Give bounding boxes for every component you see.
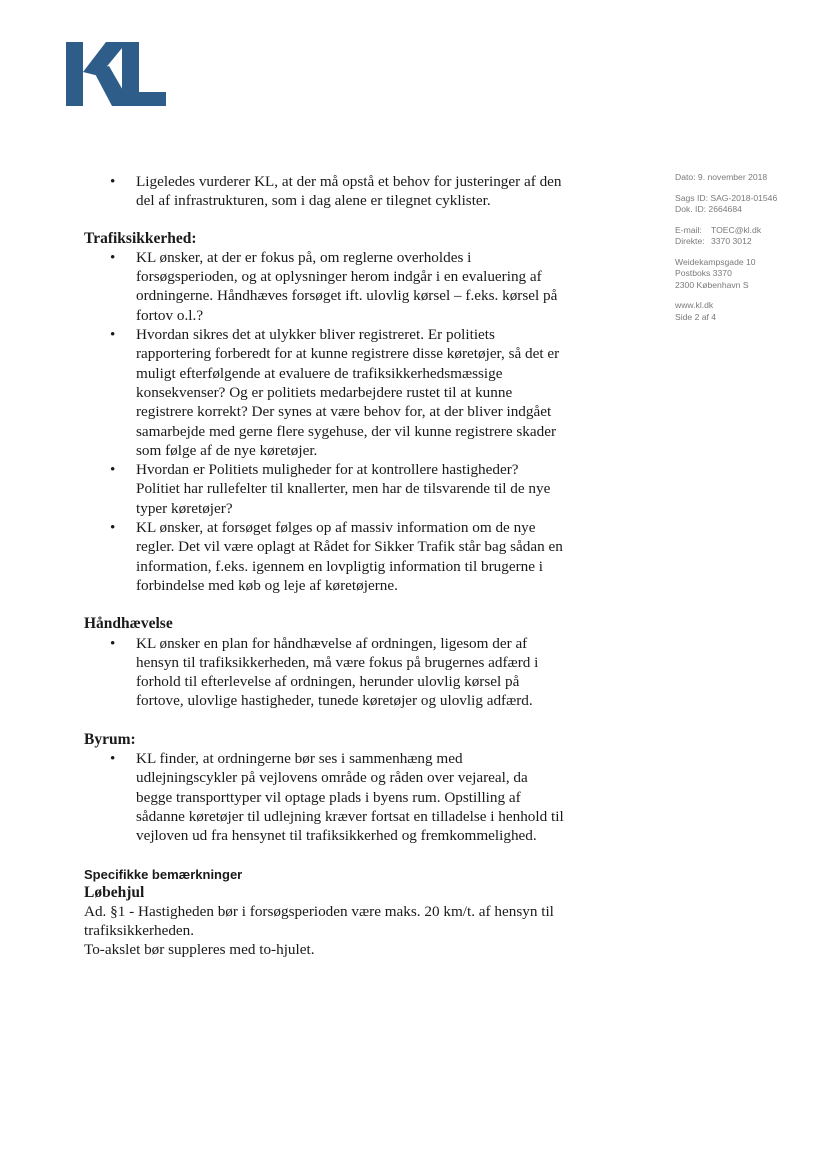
list-item [84,518,564,595]
bullet-icon: • [110,248,116,266]
case-id: Sags ID: SAG-2018-01546 [675,192,778,203]
list-item [84,172,564,211]
section-heading-byrum: Byrum: [84,730,136,748]
list-item-text: Ligeledes vurderer KL, at der må opstå et behov for justeringer af den del af infrastrukturen, som i dag alene er tilegnet cyklister. [136,173,562,210]
list-item-text: Hvordan sikres det at ulykker bliver registreret. Er politiets rapportering forberedt for at kunne registrere disse køretøjer, så det er muligt efterfølgende at evaluere de trafiksikkerhedsmæssige konsekvenser? Og er politiets medarbejdere rustet til at kunne registrere korrekt? Der synes at være behov for, at der bliver indgået samarbejde med gerne flere sygehuse, der vil kunne registrere skader som følge af de nye køretøjer. [136,326,560,459]
email-row [675,225,815,237]
list-item-text: Hvordan er Politiets muligheder for at kontrollere hastigheder? Politiet har rullefelter til knallerter, men har de tilsvarende til de nye typer køretøjer? [136,461,551,517]
paragraph: To-akslet bør suppleres med to-hjulet. [84,941,315,959]
document-id: Dok. ID: 2664684 [675,204,742,214]
list-item [84,325,564,460]
list-item [84,248,564,325]
list-item-text: KL finder, at ordningerne bør ses i sammenhæng med udlejningscykler på vejlovens område og råden over vejareal, da begge transporttyper vil optage plads i byens rum. Opstilling af sådanne køretøjer til udlejning kræver fortsat en tilladelse i henhold til vejloven ud fra hensynet til trafiksikkerhed og fremkommelighed. [136,750,564,845]
address-line-2: Postboks 3370 [675,268,732,278]
list-item-text: KL ønsker en plan for håndhævelse af ordningen, ligesom der af hensyn til trafiksikkerheden, må være fokus på brugernes adfærd i forhold til efterlevelse af ordningen, herunder ulovlig kørsel på fortove, ulovlige hastigheder, tunede køretøjer og ulovlig adfærd. [136,634,539,710]
specific-remarks-heading: Specifikke bemærkninger [84,866,243,882]
list-item [84,634,564,711]
bullet-icon: • [110,326,116,344]
phone-row [675,236,815,248]
date: Dato: 9. november 2018 [675,172,768,182]
address-line-1: Weidekampsgade 10 [675,256,756,267]
section-heading-haandhaevelse: Håndhævelse [84,615,173,633]
byrum-list [84,749,564,845]
subheading-loebehjul: Løbehjul [84,883,145,901]
bullet-icon: • [110,461,116,479]
bullet-icon: • [110,634,116,652]
list-item-text: KL ønsker, at der er fokus på, om reglerne overholdes i forsøgsperioden, og at oplysninger herom indgår i en evaluering af ordningerne. Håndhæves forsøget ift. ulovlig kørsel – f.eks. kørsel på fortov o.l.? [136,248,558,324]
list-item [84,460,564,518]
bullet-icon: • [110,173,116,190]
list-item [84,749,564,845]
website-link[interactable]: www.kl.dk [675,300,714,310]
kl-logo [66,42,166,106]
haandhaevelse-list [84,634,564,711]
bullet-icon: • [110,519,116,537]
bullet-icon: • [110,750,116,768]
list-item-text: KL ønsker, at forsøget følges op af massiv information om de nye regler. Det vil være oplagt at Rådet for Sikker Trafik står bag sådan en information, f.eks. igennem en lovpligtig information til brugerne i forbindelse med køb og leje af køretøjerne. [136,519,563,594]
address-line-3: 2300 København S [675,279,749,290]
phone-label: Direkte: [675,236,705,246]
document-body [84,172,564,960]
email-label: E-mail: [675,224,702,235]
section-heading-trafiksikkerhed: Trafiksikkerhed: [84,229,197,247]
page-number: Side 2 af 4 [675,311,717,322]
trafiksikkerhed-list [84,248,564,595]
intro-list [84,172,564,211]
paragraph: Ad. §1 - Hastigheden bør i forsøgsperioden være maks. 20 km/t. af hensyn til trafiksikkerheden. [84,902,554,940]
phone-value: 3370 3012 [711,236,752,246]
email-value[interactable]: TOEC@kl.dk [711,224,762,235]
document-metadata [675,172,815,323]
